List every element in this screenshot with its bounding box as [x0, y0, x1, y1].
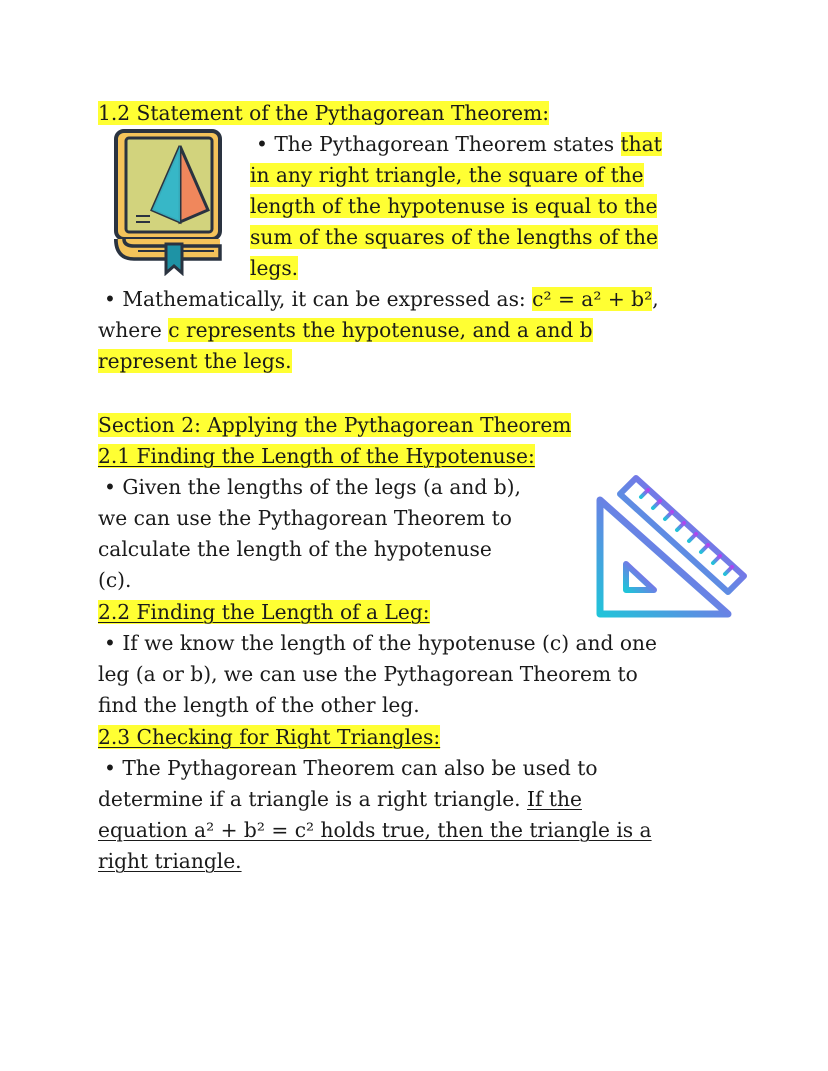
- paragraph-line: [250, 160, 644, 190]
- paragraph-line: [250, 222, 658, 252]
- section-2-title: [98, 410, 571, 440]
- plain-text: where: [98, 318, 169, 342]
- highlighted-text: represent the legs.: [98, 349, 292, 373]
- heading-text: 2.3 Checking for Right Triangles:: [98, 725, 441, 749]
- book-pyramid-icon: [110, 128, 225, 276]
- paragraph-line: [98, 315, 593, 345]
- bullet-text: • The Pythagorean Theorem states: [256, 132, 621, 156]
- paragraph-line: [104, 472, 521, 502]
- formula-text: c² = a² + b²: [532, 287, 653, 311]
- paragraph-line: [98, 534, 492, 564]
- paragraph-line: [104, 628, 657, 658]
- plain-text: leg (a or b), we can use the Pythagorean Theorem to: [98, 662, 638, 686]
- paragraph-line: [98, 565, 131, 595]
- plain-text: we can use the Pythagorean Theorem to: [98, 506, 512, 530]
- paragraph-line: [98, 659, 638, 689]
- paragraph-line: [104, 284, 659, 314]
- section-2-3-heading: [98, 722, 440, 752]
- highlighted-text: in any right triangle, the square of the: [250, 163, 644, 187]
- paragraph-line: [250, 191, 657, 221]
- plain-text: find the length of the other leg.: [98, 693, 420, 717]
- bullet-text: • The Pythagorean Theorem can also be used to: [104, 756, 598, 780]
- highlighted-text: c represents the hypotenuse, and a and b: [168, 318, 593, 342]
- highlighted-text: that: [620, 132, 662, 156]
- bullet-text: • Mathematically, it can be expressed as:: [104, 287, 533, 311]
- paragraph-line: [250, 253, 298, 283]
- heading-text: 2.2 Finding the Length of a Leg:: [98, 600, 430, 624]
- underlined-text: If the: [527, 787, 582, 811]
- underlined-text: equation a² + b² = c² holds true, then the triangle is a: [98, 818, 652, 842]
- plain-text: determine if a triangle is a right triangle.: [98, 787, 528, 811]
- paragraph-line: [98, 690, 420, 720]
- plain-text: (c).: [98, 568, 132, 592]
- bullet-text: • If we know the length of the hypotenuse (c) and one: [104, 631, 657, 655]
- underlined-text: right triangle.: [98, 849, 242, 873]
- bullet-text: • Given the lengths of the legs (a and b),: [104, 475, 521, 499]
- triangle-ruler-icon: [592, 472, 752, 624]
- plain-text: calculate the length of the hypotenuse: [98, 537, 492, 561]
- highlighted-text: length of the hypotenuse is equal to the: [250, 194, 658, 218]
- paragraph-line: [104, 753, 598, 783]
- paragraph-line: [98, 815, 652, 845]
- highlighted-text: sum of the squares of the lengths of the: [250, 225, 658, 249]
- paragraph-line: [98, 846, 242, 876]
- paragraph-line: [98, 784, 582, 814]
- heading-text: Section 2: Applying the Pythagorean Theorem: [98, 413, 572, 437]
- paragraph-line: [98, 503, 512, 533]
- heading-text: 1.2 Statement of the Pythagorean Theorem:: [98, 101, 550, 125]
- punctuation: ,: [652, 287, 659, 311]
- highlighted-text: legs.: [250, 256, 299, 280]
- section-1-2-heading: [98, 98, 549, 128]
- section-2-2-heading: [98, 597, 430, 627]
- paragraph-line: [256, 129, 662, 159]
- heading-text: 2.1 Finding the Length of the Hypotenuse:: [98, 444, 535, 468]
- section-2-1-heading: [98, 441, 535, 471]
- paragraph-line: [98, 346, 292, 376]
